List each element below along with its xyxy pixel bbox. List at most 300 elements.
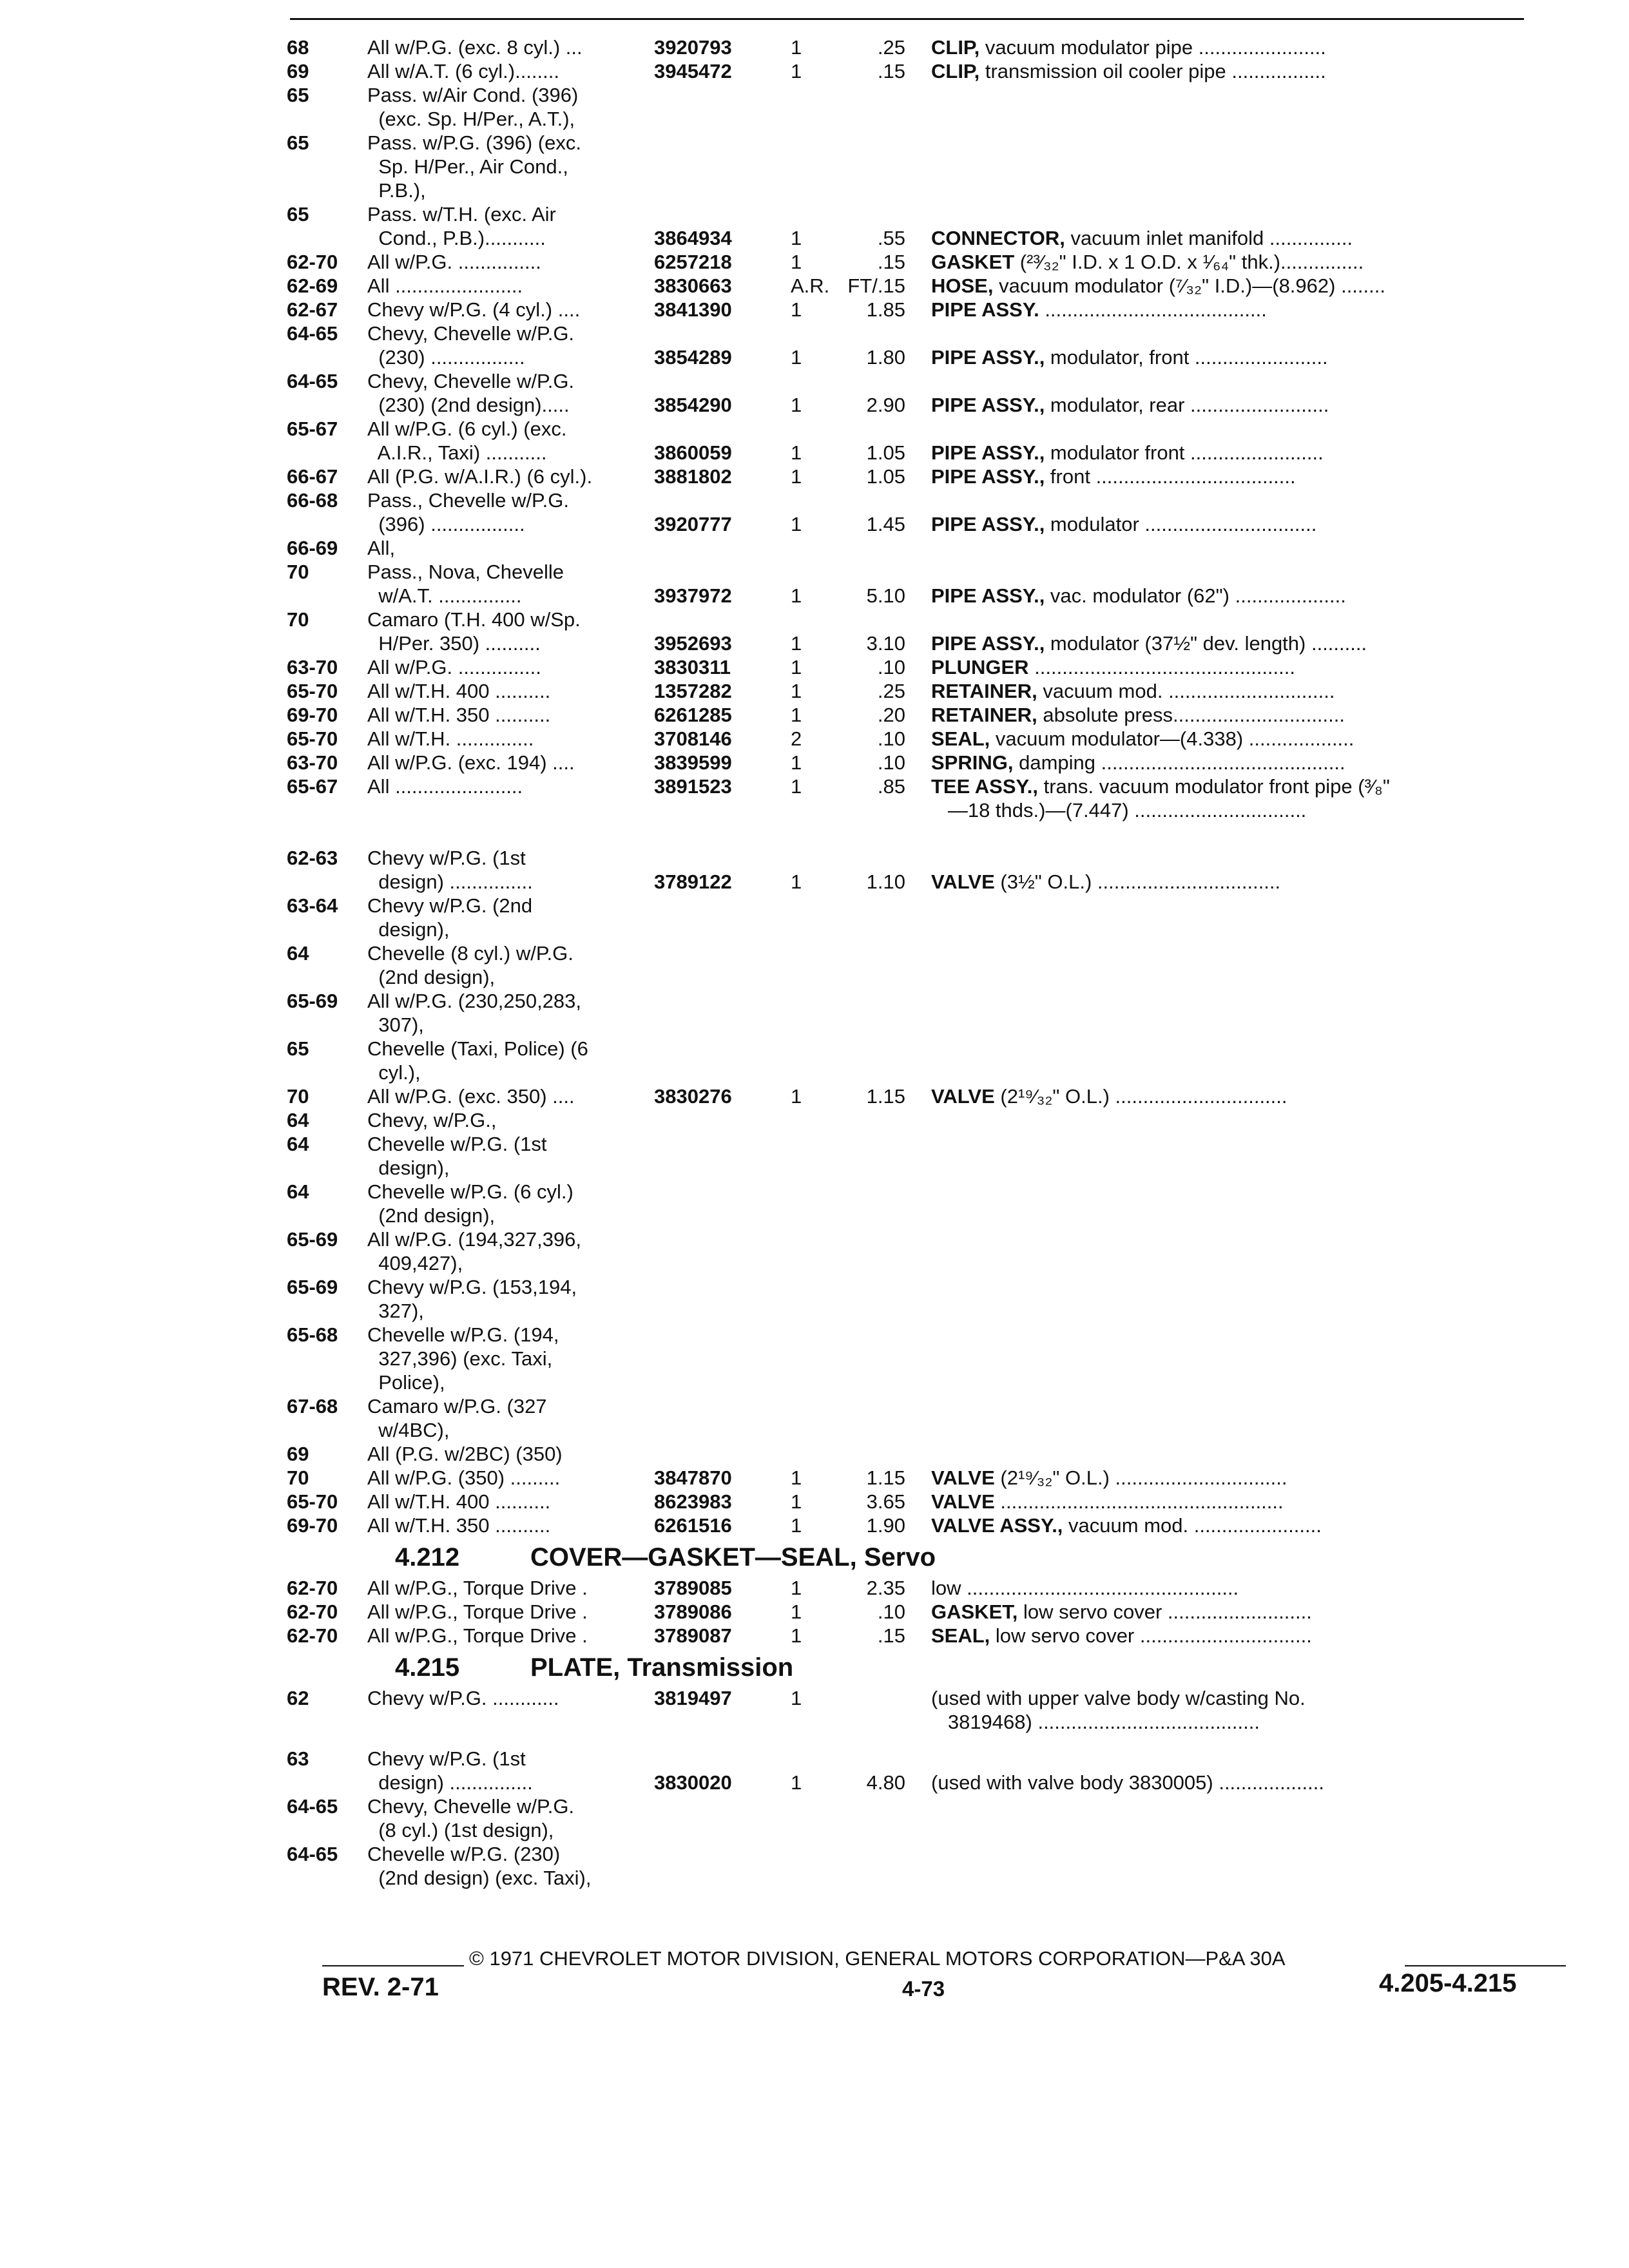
- quantity: 1: [791, 227, 802, 249]
- description: [931, 250, 1576, 274]
- description-text: modulator, rear .........................: [1045, 394, 1329, 416]
- page-number: 4-73: [902, 1977, 945, 2001]
- year-range: 63-64: [287, 894, 338, 917]
- year-range: [287, 393, 367, 417]
- year-range: 64: [287, 1109, 309, 1131]
- part-row: [287, 584, 1563, 608]
- part-number: 3854289: [654, 346, 732, 369]
- part-number: [654, 846, 783, 870]
- description-text: vacuum modulator pipe .......................: [979, 36, 1326, 59]
- application: All w/P.G. ...............: [367, 251, 541, 273]
- year-range: 65-70: [287, 680, 338, 702]
- year-range: [287, 1818, 367, 1842]
- description: [931, 1061, 1576, 1084]
- quantity: [783, 488, 847, 512]
- part-row: [287, 465, 1563, 488]
- application: All w/T.H. 350 ..........: [367, 704, 551, 726]
- description: [931, 1084, 1576, 1108]
- description: [931, 798, 1576, 822]
- year-range: 70: [287, 608, 309, 631]
- spacer: [287, 822, 1563, 846]
- description-keyword: SPRING,: [931, 751, 1014, 774]
- section-header-4212: [395, 1541, 1563, 1573]
- description-text: ........................................: [1039, 298, 1267, 321]
- part-number: 3945472: [654, 60, 732, 82]
- part-number: [654, 83, 783, 107]
- description: [931, 536, 1576, 560]
- part-number: [654, 1866, 783, 1890]
- part-number: [654, 1299, 783, 1323]
- application: All w/P.G. ...............: [367, 656, 541, 678]
- quantity: [783, 1299, 847, 1323]
- application: (230) .................: [367, 346, 525, 369]
- part-row: [287, 322, 1563, 345]
- description: [931, 59, 1576, 83]
- description: [931, 488, 1576, 512]
- application: All w/P.G. (exc. 8 cyl.) ...: [367, 36, 583, 59]
- part-row: [287, 918, 1563, 941]
- year-range: [287, 1866, 367, 1890]
- part-row: [287, 250, 1563, 274]
- price: .10: [877, 1600, 905, 1623]
- year-range: [287, 631, 367, 655]
- part-row: [287, 35, 1563, 59]
- part-number: 3830663: [654, 274, 732, 297]
- description: [931, 727, 1576, 751]
- application: H/Per. 350) ..........: [367, 632, 541, 655]
- part-row: [287, 1866, 1563, 1890]
- price: [847, 1299, 931, 1323]
- year-range: 70: [287, 561, 309, 583]
- price: [847, 1842, 931, 1866]
- year-range: 65: [287, 203, 309, 226]
- description-keyword: RETAINER,: [931, 704, 1037, 726]
- part-number: [654, 1323, 783, 1347]
- description: [931, 774, 1576, 798]
- part-row: [287, 1347, 1563, 1370]
- part-number: 3830276: [654, 1085, 732, 1108]
- part-number: [654, 178, 783, 202]
- quantity: [783, 1204, 847, 1227]
- part-number: [654, 536, 783, 560]
- year-range: 66-69: [287, 537, 338, 559]
- part-row: [287, 679, 1563, 703]
- quantity: 1: [791, 251, 802, 273]
- part-row: [287, 870, 1563, 894]
- price: [847, 178, 931, 202]
- description: [931, 1624, 1576, 1648]
- quantity: [783, 322, 847, 345]
- application: Pass., Nova, Chevelle: [367, 561, 564, 583]
- application: (exc. Sp. H/Per., A.T.),: [367, 108, 575, 130]
- quantity: [783, 1275, 847, 1299]
- price: [847, 1180, 931, 1204]
- application: Chevelle w/P.G. (6 cyl.): [367, 1180, 574, 1203]
- part-number: 6261516: [654, 1514, 732, 1537]
- description: [931, 83, 1576, 107]
- price: [847, 1370, 931, 1394]
- price: [847, 1747, 931, 1771]
- description-keyword: PIPE ASSY.,: [931, 513, 1045, 535]
- part-row: [287, 1794, 1563, 1818]
- price: [847, 798, 931, 822]
- copyright-text: © 1971 CHEVROLET MOTOR DIVISION, GENERAL MOTORS CORPORATION—P&A 30A: [469, 1947, 1286, 1970]
- description: [931, 1794, 1576, 1818]
- application: design) ...............: [367, 870, 533, 893]
- application: Chevy w/P.G. ............: [367, 1687, 559, 1709]
- price: [847, 1204, 931, 1227]
- description-text: modulator (37½" dev. length) ..........: [1045, 632, 1367, 655]
- quantity: [783, 1037, 847, 1061]
- quantity: 1: [791, 1771, 802, 1794]
- part-number: [654, 1227, 783, 1251]
- description: [931, 1771, 1576, 1794]
- part-number: 3891523: [654, 775, 732, 798]
- application: (2nd design) (exc. Taxi),: [367, 1867, 592, 1889]
- part-row: [287, 512, 1563, 536]
- part-row: [287, 155, 1563, 178]
- part-number: 3864934: [654, 227, 732, 249]
- application: cyl.),: [367, 1061, 421, 1084]
- quantity: [783, 846, 847, 870]
- description: [931, 274, 1576, 298]
- year-range: 65: [287, 84, 309, 106]
- quantity: [783, 560, 847, 584]
- quantity: [783, 369, 847, 393]
- description: [931, 393, 1576, 417]
- year-range: 65-67: [287, 418, 338, 440]
- quantity: [783, 1370, 847, 1394]
- description: [931, 1275, 1576, 1299]
- section-header-4215: [395, 1651, 1563, 1684]
- description: [931, 178, 1576, 202]
- application: All w/P.G. (350) .........: [367, 1466, 561, 1489]
- part-number: [654, 1061, 783, 1084]
- part-row: [287, 178, 1563, 202]
- application: All w/P.G. (exc. 194) ....: [367, 751, 575, 774]
- application: All w/T.H. 350 ..........: [367, 1514, 551, 1537]
- part-row: [287, 894, 1563, 918]
- application: design),: [367, 918, 450, 941]
- description: [931, 1490, 1576, 1514]
- description: [931, 107, 1576, 131]
- application: Chevelle (Taxi, Police) (6: [367, 1037, 588, 1060]
- description: [931, 1037, 1576, 1061]
- year-range: 70: [287, 1466, 309, 1489]
- description-keyword: CLIP,: [931, 60, 980, 82]
- part-row: [287, 1624, 1563, 1648]
- price: [847, 131, 931, 155]
- price: 1.90: [866, 1514, 905, 1537]
- part-number: 3830020: [654, 1771, 732, 1794]
- price: 1.05: [866, 465, 905, 488]
- price: 1.45: [866, 513, 905, 535]
- application: (8 cyl.) (1st design),: [367, 1819, 554, 1841]
- year-range: 64: [287, 1180, 309, 1203]
- part-row: [287, 441, 1563, 465]
- year-range: 65-69: [287, 990, 338, 1012]
- application: Chevelle w/P.G. (194,: [367, 1323, 559, 1346]
- price: [847, 1394, 931, 1418]
- application: All w/P.G., Torque Drive .: [367, 1577, 588, 1599]
- application: Chevy w/P.G. (1st: [367, 847, 526, 869]
- year-range: [287, 918, 367, 941]
- application: Pass., Chevelle w/P.G.: [367, 489, 570, 512]
- year-range: 62-70: [287, 1600, 338, 1623]
- price: [847, 1275, 931, 1299]
- description: [931, 131, 1576, 155]
- part-number: [654, 488, 783, 512]
- part-number: 3881802: [654, 465, 732, 488]
- application: All,: [367, 537, 396, 559]
- quantity: [783, 941, 847, 965]
- description-text: low .................................................: [931, 1577, 1239, 1599]
- description: [931, 631, 1576, 655]
- price: 1.15: [866, 1466, 905, 1489]
- part-number: [654, 1710, 783, 1734]
- description-keyword: PIPE ASSY.,: [931, 346, 1045, 369]
- footer-rule-right: [1405, 1965, 1566, 1966]
- description-text: absolute press...............................: [1037, 704, 1345, 726]
- part-number: 3847870: [654, 1466, 732, 1489]
- year-range: 66-68: [287, 489, 338, 512]
- part-row: [287, 1771, 1563, 1794]
- year-range: [287, 1013, 367, 1037]
- price: [847, 369, 931, 393]
- year-range: 65-70: [287, 1490, 338, 1513]
- part-number: [654, 1442, 783, 1466]
- quantity: A.R.: [791, 274, 830, 297]
- part-number: [654, 155, 783, 178]
- part-row: [287, 727, 1563, 751]
- quantity: [783, 1710, 847, 1734]
- part-row: [287, 1442, 1563, 1466]
- application: design),: [367, 1157, 450, 1179]
- price: [847, 1323, 931, 1347]
- description-text: vacuum inlet manifold ...............: [1065, 227, 1353, 249]
- application: Chevy w/P.G. (153,194,: [367, 1276, 577, 1298]
- price: .10: [877, 656, 905, 678]
- price: [847, 536, 931, 560]
- application: Chevy w/P.G. (4 cyl.) ....: [367, 298, 581, 321]
- price: [847, 1866, 931, 1890]
- quantity: 1: [791, 680, 802, 702]
- year-range: [287, 584, 367, 608]
- description-text: (3½" O.L.) .................................: [994, 870, 1281, 893]
- part-number: [654, 798, 783, 822]
- price: 1.10: [866, 870, 905, 893]
- description: [931, 608, 1576, 631]
- quantity: [783, 1418, 847, 1442]
- part-number: 6257218: [654, 251, 732, 273]
- part-number: 3789122: [654, 870, 732, 893]
- application: Pass. w/Air Cond. (396): [367, 84, 579, 106]
- part-row: [287, 1842, 1563, 1866]
- part-row: [287, 965, 1563, 989]
- description: [931, 965, 1576, 989]
- application: Chevelle w/P.G. (230): [367, 1843, 561, 1865]
- application: (230) (2nd design).....: [367, 394, 570, 416]
- quantity: [783, 1442, 847, 1466]
- section-number: 4.212: [395, 1543, 460, 1571]
- application: Sp. H/Per., Air Cond.,: [367, 155, 568, 178]
- year-range: [287, 1156, 367, 1180]
- part-number: 3841390: [654, 298, 732, 321]
- description-text: transmission oil cooler pipe .................: [979, 60, 1326, 82]
- price: 4.80: [866, 1771, 905, 1794]
- part-number: [654, 989, 783, 1013]
- price: [847, 608, 931, 631]
- description: [931, 369, 1576, 393]
- description-keyword: VALVE: [931, 1490, 995, 1513]
- quantity: [783, 1013, 847, 1037]
- quantity: 1: [791, 1085, 802, 1108]
- price: [847, 1037, 931, 1061]
- quantity: 1: [791, 1466, 802, 1489]
- description: [931, 655, 1576, 679]
- year-range: [287, 798, 367, 822]
- part-number: [654, 1394, 783, 1418]
- part-number: [654, 322, 783, 345]
- price: [847, 1251, 931, 1275]
- price: 3.10: [866, 632, 905, 655]
- application: Police),: [367, 1371, 445, 1394]
- description: [931, 1818, 1576, 1842]
- description: [931, 918, 1576, 941]
- description: [931, 751, 1576, 774]
- description-text: (2¹⁹⁄₃₂" O.L.) ...............................: [994, 1085, 1287, 1108]
- description: [931, 703, 1576, 727]
- part-row: [287, 798, 1563, 822]
- description-text: modulator ...............................: [1045, 513, 1317, 535]
- year-range: [287, 1204, 367, 1227]
- description-text: vac. modulator (62") ....................: [1045, 584, 1346, 607]
- application: A.I.R., Taxi) ...........: [367, 441, 547, 464]
- description: [931, 1842, 1576, 1866]
- section-title: COVER—GASKET—SEAL, Servo: [530, 1543, 936, 1571]
- quantity: [783, 1227, 847, 1251]
- year-range: 69: [287, 60, 309, 82]
- application: All w/P.G. (194,327,396,: [367, 1228, 582, 1251]
- part-number: [654, 941, 783, 965]
- application: (2nd design),: [367, 966, 496, 988]
- part-row: [287, 131, 1563, 155]
- part-number: [654, 1251, 783, 1275]
- part-row: [287, 1600, 1563, 1624]
- price: [847, 1710, 931, 1734]
- part-row: [287, 345, 1563, 369]
- application: All w/P.G. (exc. 350) ....: [367, 1085, 575, 1108]
- application: (396) .................: [367, 513, 525, 535]
- quantity: 1: [791, 775, 802, 798]
- quantity: [783, 989, 847, 1013]
- description-text: vacuum mod. ..............................: [1037, 680, 1335, 702]
- part-row: [287, 202, 1563, 226]
- part-row: [287, 1037, 1563, 1061]
- part-number: 3952693: [654, 632, 732, 655]
- price: 1.85: [866, 298, 905, 321]
- year-range: 65-69: [287, 1228, 338, 1251]
- part-number: [654, 1794, 783, 1818]
- part-row: [287, 1180, 1563, 1204]
- description-keyword: SEAL,: [931, 727, 990, 750]
- part-row: [287, 989, 1563, 1013]
- year-range: 65: [287, 1037, 309, 1060]
- part-number: [654, 1156, 783, 1180]
- application: [367, 1710, 654, 1734]
- part-number: [654, 369, 783, 393]
- quantity: [783, 1251, 847, 1275]
- description: [931, 679, 1576, 703]
- year-range: [287, 1251, 367, 1275]
- part-number: 3854290: [654, 394, 732, 416]
- quantity: 1: [791, 60, 802, 82]
- application: All .......................: [367, 775, 523, 798]
- quantity: 1: [791, 870, 802, 893]
- price: 5.10: [866, 584, 905, 607]
- part-row: [287, 107, 1563, 131]
- part-number: [654, 1204, 783, 1227]
- application: All .......................: [367, 274, 523, 297]
- part-row: [287, 1686, 1563, 1710]
- price: [847, 941, 931, 965]
- price: [847, 1686, 931, 1710]
- description: [931, 1394, 1576, 1418]
- part-row: [287, 751, 1563, 774]
- part-row: [287, 1394, 1563, 1418]
- part-row: [287, 1061, 1563, 1084]
- quantity: [783, 894, 847, 918]
- part-number: 3830311: [654, 656, 731, 678]
- quantity: [783, 1061, 847, 1084]
- spacer: [287, 1734, 1563, 1747]
- description: [931, 345, 1576, 369]
- year-range: [287, 226, 367, 250]
- part-row: [287, 488, 1563, 512]
- year-range: 64-65: [287, 322, 338, 345]
- description-keyword: PIPE ASSY.,: [931, 584, 1045, 607]
- description: [931, 1576, 1576, 1600]
- parts-group-4: [287, 1686, 1563, 1734]
- quantity: 1: [791, 632, 802, 655]
- description-text: —18 thds.)—(7.447) ...............................: [931, 799, 1307, 822]
- part-number: [654, 1370, 783, 1394]
- quantity: 1: [791, 656, 802, 678]
- part-number: 3819497: [654, 1687, 732, 1709]
- year-range: [287, 512, 367, 536]
- description: [931, 989, 1576, 1013]
- application: 327),: [367, 1300, 424, 1322]
- description: [931, 941, 1576, 965]
- price: 1.15: [866, 1085, 905, 1108]
- year-range: [287, 1061, 367, 1084]
- application: All w/T.H. 400 ..........: [367, 1490, 551, 1513]
- part-number: [654, 918, 783, 941]
- quantity: [783, 202, 847, 226]
- quantity: 1: [791, 298, 802, 321]
- quantity: [783, 536, 847, 560]
- quantity: [783, 608, 847, 631]
- price: [847, 83, 931, 107]
- description-text: 3819468) ........................................: [931, 1711, 1260, 1733]
- application: Chevy, w/P.G.,: [367, 1109, 497, 1131]
- description-keyword: PIPE ASSY.,: [931, 394, 1045, 416]
- part-row: [287, 1132, 1563, 1156]
- quantity: 1: [791, 346, 802, 369]
- quantity: [783, 1866, 847, 1890]
- price: .55: [877, 227, 905, 249]
- quantity: [783, 131, 847, 155]
